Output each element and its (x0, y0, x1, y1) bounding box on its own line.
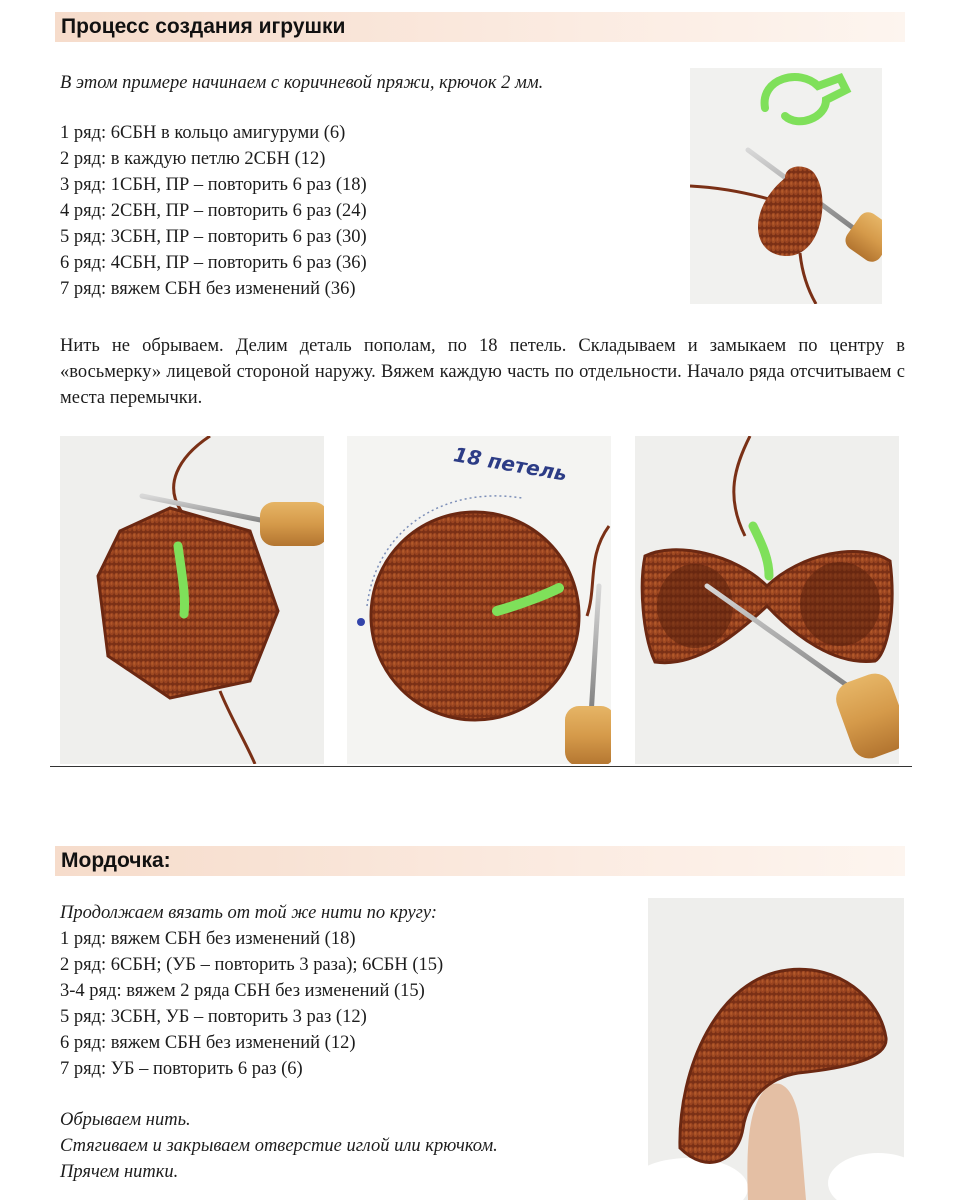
section-heading-muzzle: Мордочка: (55, 846, 905, 876)
row-item: 7 ряд: вяжем СБН без изменений (36) (60, 279, 356, 299)
intro-text: В этом примере начинаем с коричневой пряжи, крючок 2 мм. (60, 73, 544, 93)
row-item: 2 ряд: в каждую петлю 2СБН (12) (60, 149, 326, 169)
photo-magic-ring (690, 68, 882, 304)
photo-muzzle (648, 898, 904, 1200)
outro-line: Прячем нитки. (60, 1162, 179, 1182)
outro-line: Стягиваем и закрываем отверстие иглой или крючком. (60, 1136, 498, 1156)
row-item: 1 ряд: вяжем СБН без изменений (18) (60, 929, 356, 949)
row-item: 2 ряд: 6СБН; (УБ – повторить 3 раза); 6СБН (15) (60, 955, 444, 975)
section-heading-process: Процесс создания игрушки (55, 12, 905, 42)
row-item: 1 ряд: 6СБН в кольцо амигуруми (6) (60, 123, 346, 143)
row-item: 3-4 ряд: вяжем 2 ряда СБН без изменений (15) (60, 981, 425, 1001)
row-item: 6 ряд: 4СБН, ПР – повторить 6 раз (36) (60, 253, 367, 273)
row-list-2 (60, 926, 443, 1082)
outro-line: Обрываем нить. (60, 1110, 191, 1130)
intro-text-muzzle: Продолжаем вязать от той же нити по кругу: (60, 903, 438, 923)
row-item: 3 ряд: 1СБН, ПР – повторить 6 раз (18) (60, 175, 367, 195)
instruction-paragraph: Нить не обрываем. Делим деталь пополам, по 18 петель. Складываем и замыкаем по центру в «восьмерку» лицевой стороной наружу. Вяжем каждую часть по отдельности. Начало ряда отсчитываем с места перемычки. (60, 336, 905, 408)
row-item: 5 ряд: 3СБН, ПР – повторить 6 раз (30) (60, 227, 367, 247)
row-list-1 (60, 120, 367, 302)
photo-figure-eight (635, 436, 899, 764)
row-item: 6 ряд: вяжем СБН без изменений (12) (60, 1033, 356, 1053)
row-item: 5 ряд: 3СБН, УБ – повторить 3 раз (12) (60, 1007, 367, 1027)
outro-text (60, 1107, 498, 1185)
photo-heptagon-piece (60, 436, 324, 764)
row-item: 7 ряд: УБ – повторить 6 раз (6) (60, 1059, 303, 1079)
row-item: 4 ряд: 2СБН, ПР – повторить 6 раз (24) (60, 201, 367, 221)
photo-label: 18 петель (451, 442, 569, 486)
photo-18-stitches (347, 436, 611, 764)
divider-line (50, 766, 912, 767)
